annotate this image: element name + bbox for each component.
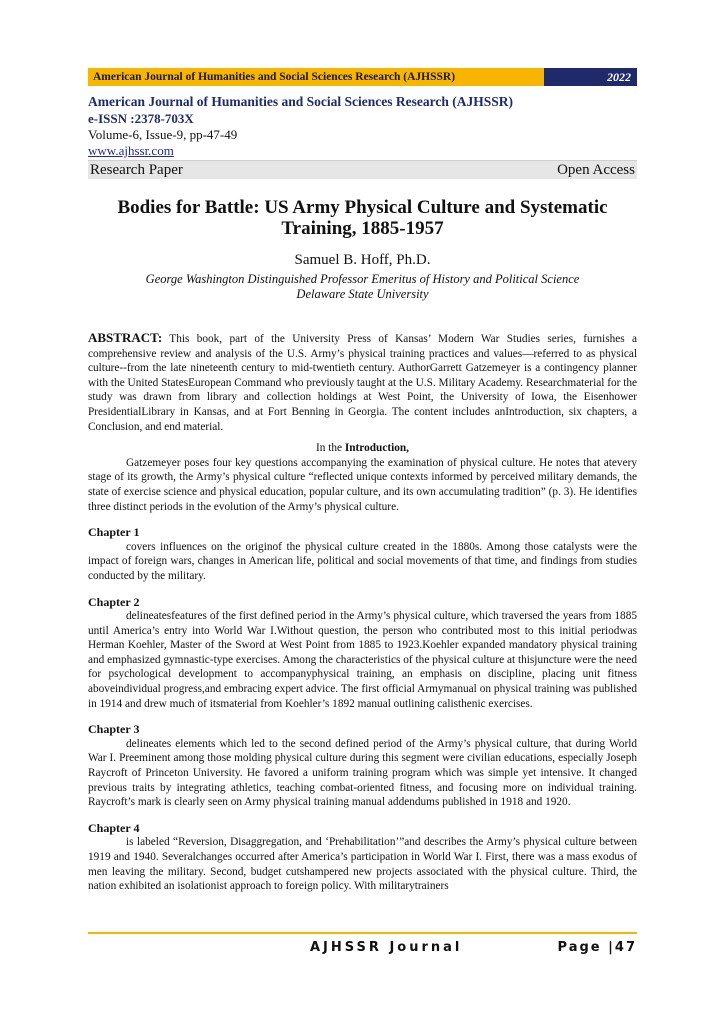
abstract-label: ABSTRACT: [88, 330, 163, 345]
affiliation-line-2: Delaware State University [296, 287, 429, 301]
abstract-text: This book, part of the University Press of Kansas’ Modern War Studies series, furnishes a comprehensive review and analysis of the U.S. Army’s physical training practices and values—referred to as physical culture--from the late nineteenth century to mid-twentieth century. AuthorGarrett Gatzemeyer is a contingency planner with the United StatesEuropean Command who previously taught at the U.S. Military Academy. Researchmaterial for the study was drawn from library and collection holdings at West Point, the University of Iowa, the Eisenhower PresidentialLibrary in Kansas, and at Fort Benning in Georgia. The content includes anIntroduction, six chapters, a Conclusion, and end material. [88, 333, 637, 433]
footer-divider [88, 932, 637, 934]
issn: e-ISSN :2378-703X [88, 111, 194, 126]
access-type: Open Access [557, 161, 635, 178]
author-name: Samuel B. Hoff, Ph.D. [294, 252, 431, 268]
paper-type-bar [88, 160, 637, 179]
journal-banner [88, 68, 637, 86]
article-title: Bodies for Battle: US Army Physical Culture and Systematic Training, 1885-1957 [117, 197, 608, 239]
chapter-3-text: delineates elements which led to the second defined period of the Army’s physical culture, that during World War I. Preeminent among those molding physical culture during this segment were civilian educations, especially Joseph Raycroft of Princeton University. He favored a uniform training program which was simple yet intensive. It changed previous traits by integrating athletics, teaching combat-oriented fitness, and focusing more on individual training. Raycroft’s mark is clearly seen on Army physical training manual addendums published in 1918 and 1920. [88, 737, 637, 809]
chapter-1-text: covers influences on the originof the physical culture created in the 1880s. Among those catalysts were the impact of foreign wars, changes in American life, political and social movements of that time, and findings from studies conducted by the military. [88, 540, 637, 582]
chapter-3-heading: Chapter 3 [88, 722, 140, 737]
journal-url-link[interactable]: www.ajhssr.com [88, 143, 174, 158]
chapter-2-heading: Chapter 2 [88, 594, 140, 609]
footer-page-number: Page |47 [557, 940, 637, 955]
chapter-4-text: is labeled “Reversion, Disaggregation, and ‘Prehabilitation’”and describes the Army’s physical culture between 1919 and 1940. Severalchanges occurred after America’s participation in World War I. First, there was a mass exodus of men leaving the military. Second, budget cutshampered new projects associated with the physical culture. Third, the nation exhibited an isolationist approach to foreign policy. With militarytrainers [88, 836, 637, 893]
introduction-label: Introduction, [344, 442, 409, 455]
introduction-lead: In the [315, 442, 345, 455]
footer-journal: AJHSSR Journal [310, 940, 463, 955]
affiliation-line-1: George Washington Distinguished Professor Emeritus of History and Political Science [145, 272, 580, 286]
author-affiliation [88, 272, 637, 302]
introduction-text: Gatzemeyer poses four key questions accompanying the examination of physical culture. He notes that atevery stage of its growth, the Army’s physical culture “reflected unique contexts informed by perceived military demands, the state of exercise science and physical education, popular culture, and its own accumulating tradition” (p. 3). He identifies three distinct periods in the evolution of the Army’s physical culture. [88, 456, 637, 513]
chapter-1-heading: Chapter 1 [88, 525, 140, 540]
banner-journal-title: American Journal of Humanities and Social Sciences Research (AJHSSR) [88, 68, 544, 86]
banner-year: 2022 [544, 68, 637, 86]
journal-name: American Journal of Humanities and Social Sciences Research (AJHSSR) [88, 94, 513, 109]
paper-type: Research Paper [90, 161, 183, 178]
abstract [88, 331, 637, 434]
chapter-4-heading: Chapter 4 [88, 820, 140, 835]
volume-info: Volume-6, Issue-9, pp-47-49 [88, 127, 238, 142]
chapter-2-text: delineatesfeatures of the first defined period in the Army’s physical culture, which traversed the years from 1885 until America’s entry into World War I.Without question, the person who contributed most to this initial periodwas Herman Koehler, Master of the Sword at West Point from 1885 to 1923.Koehler expanded mandatory physical training and emphasized gymnastic-type exercises. Among the characteristics of the physical culture at thisjuncture were the need for psychological development to accompanyphysical training, an emphasis on discipline, placing unit fitness aboveindividual progress,and embracing expert advice. The first official Armymanual on physical training was published in 1914 and drew much of itsmaterial from Koehler’s 1892 manual outlining calisthenic exercises. [88, 610, 637, 710]
article-body [88, 331, 637, 894]
introduction-heading [88, 441, 637, 456]
